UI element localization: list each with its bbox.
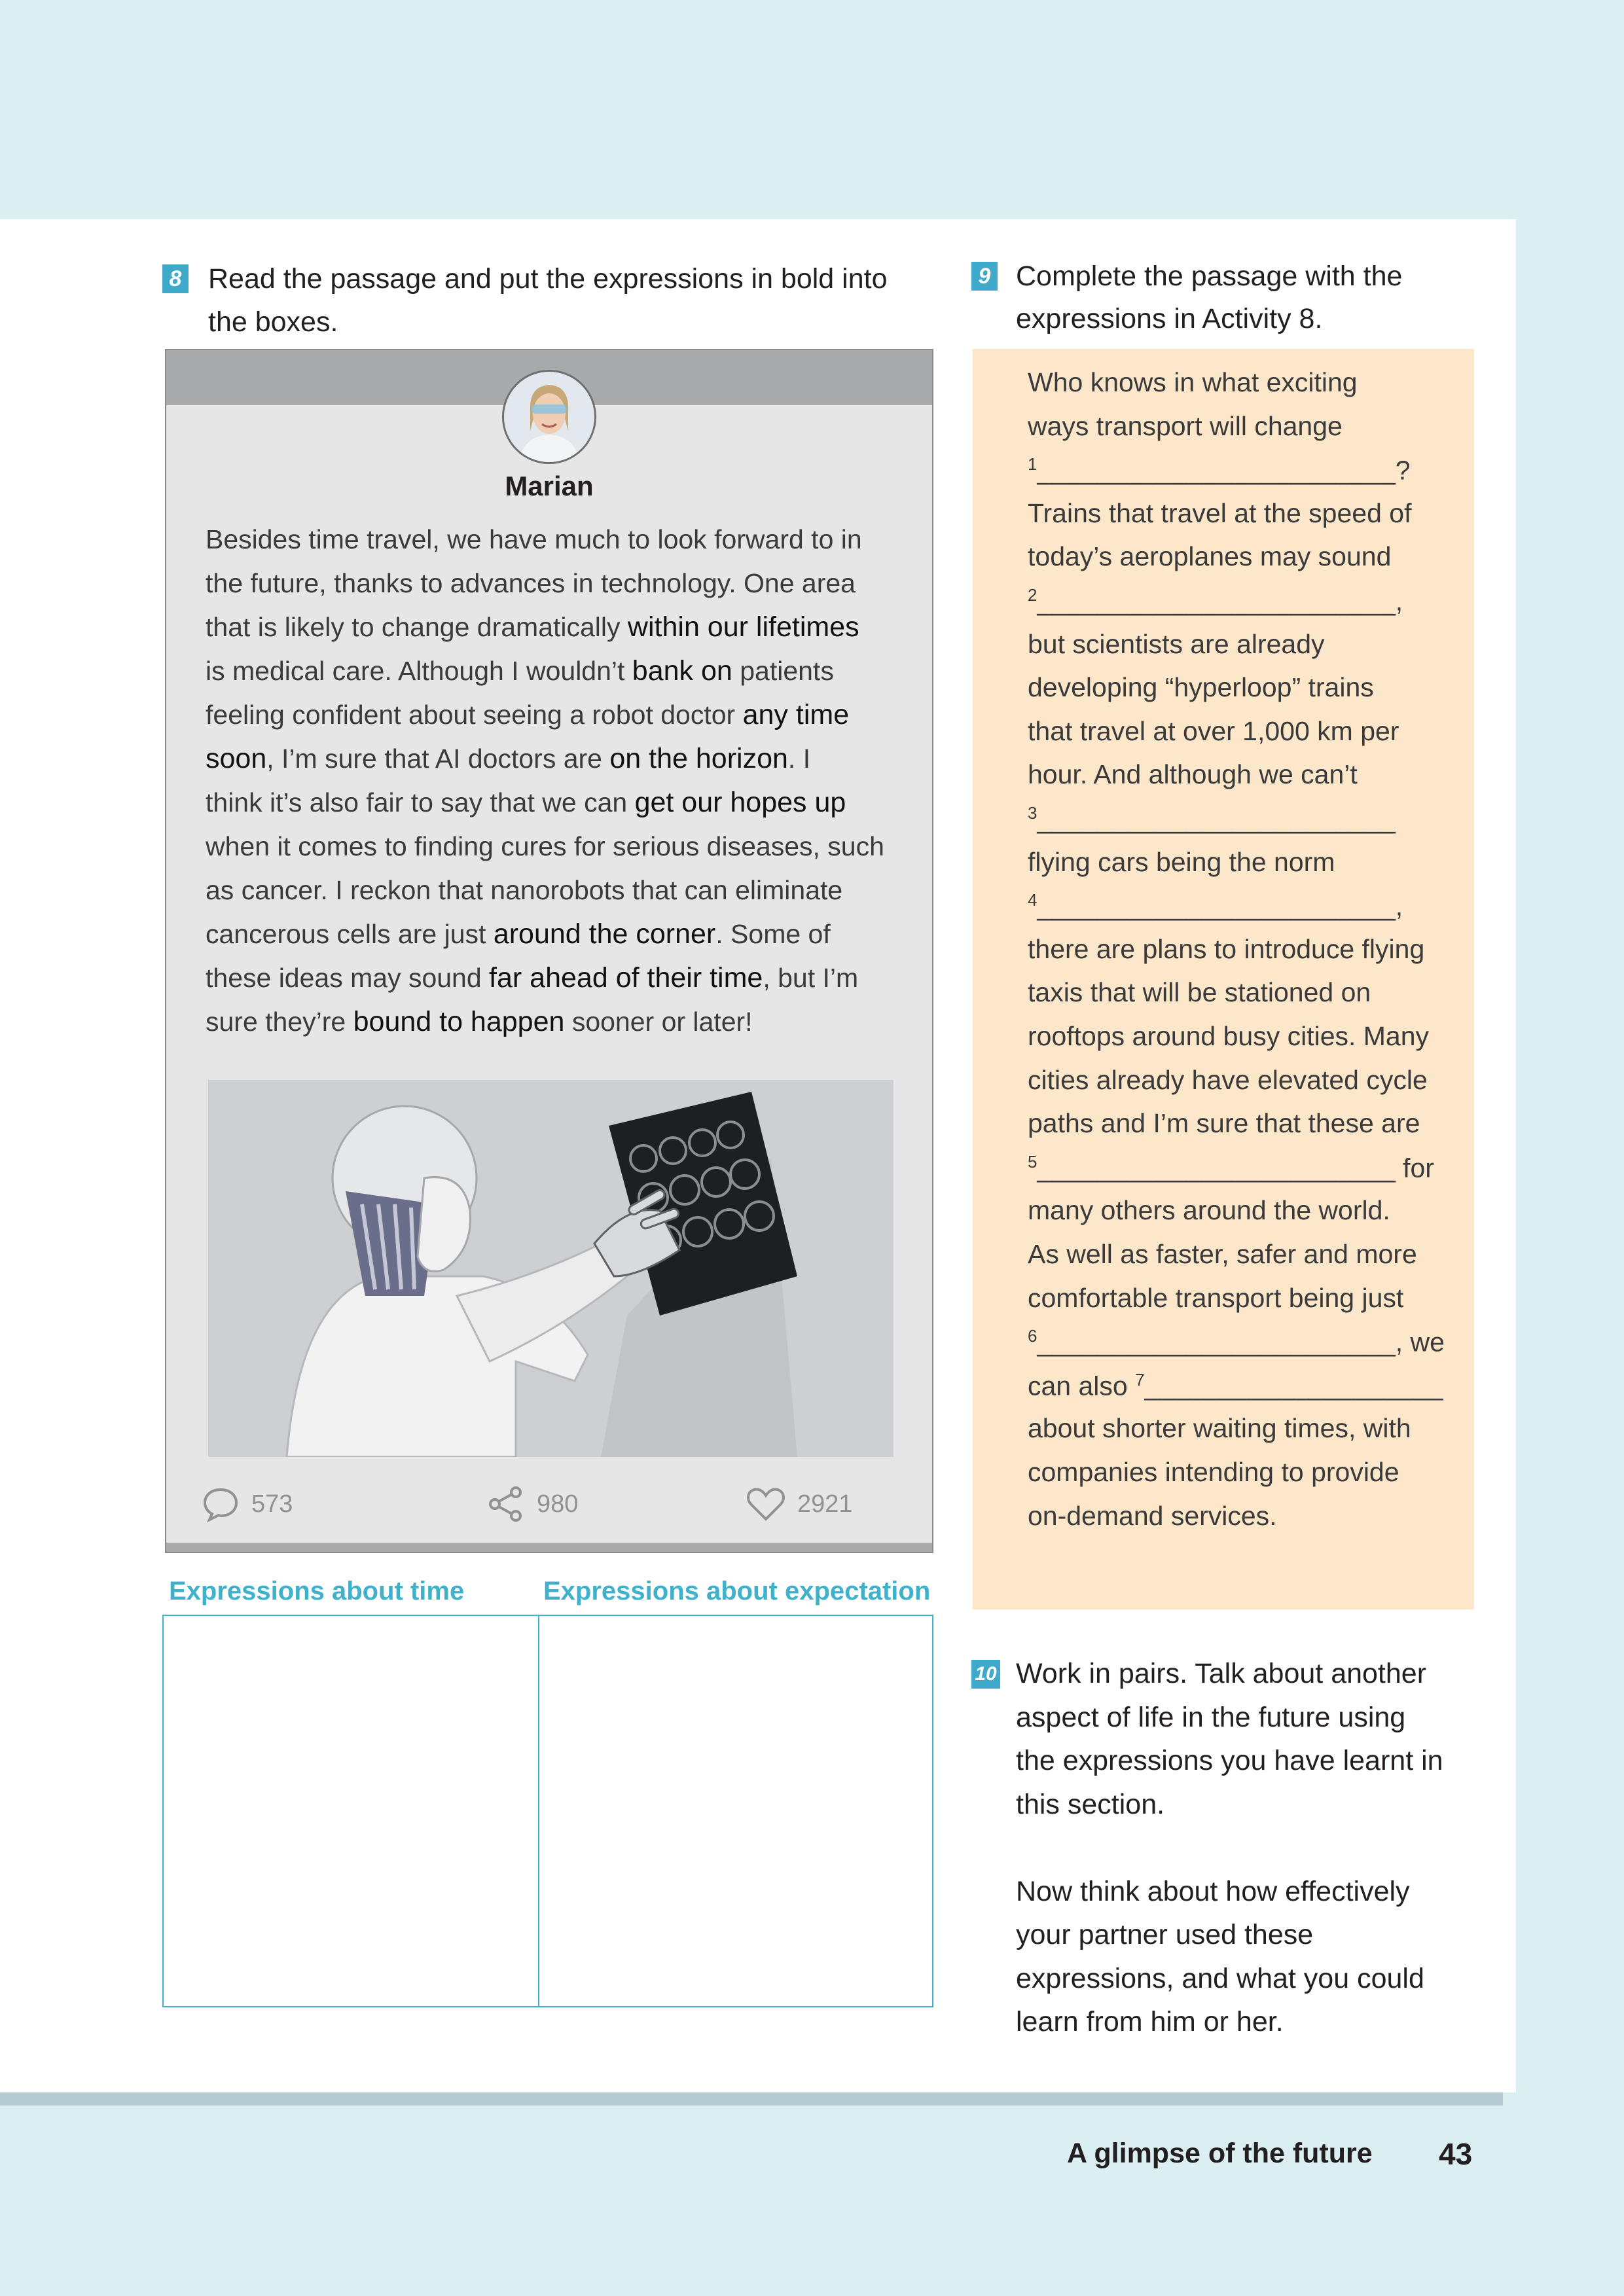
like-count[interactable] (746, 1484, 853, 1524)
cloze-blank-line[interactable] (1028, 890, 1403, 922)
section-title: A glimpse of the future (1067, 2138, 1373, 2169)
comment-count-value: 573 (251, 1490, 293, 1518)
passage-line (206, 605, 906, 649)
cloze-text: developing “hyperloop” trains (1028, 672, 1374, 703)
comment-count[interactable] (202, 1484, 293, 1524)
cloze-line (1028, 367, 1358, 398)
passage-text: feeling confident about seeing a robot doctor (206, 700, 743, 730)
activity-9-instruction-2: expressions in Activity 8. (1016, 303, 1323, 334)
activity-10-line: expressions, and what you could (1016, 1962, 1424, 1994)
post-passage (206, 518, 906, 1044)
activity-10-line: your partner used these (1016, 1919, 1314, 1950)
activity-10-line: Now think about how effectively (1016, 1875, 1410, 1907)
robot-doctor-image (208, 1080, 893, 1457)
activity-8-instruction-1: Read the passage and put the expressions in bold into (208, 263, 888, 295)
page-number: 43 (1439, 2137, 1473, 2171)
bold-expression: around the corner (493, 918, 716, 950)
activity-10-badge: 10 (971, 1660, 1000, 1689)
bold-expression: soon (206, 743, 267, 774)
share-icon (487, 1485, 525, 1523)
cloze-line (1028, 541, 1391, 572)
cloze-text: ____________________ (1144, 1371, 1443, 1401)
cloze-text: ________________________, we (1037, 1327, 1445, 1357)
passage-line (206, 781, 906, 825)
cloze-line (1028, 977, 1371, 1008)
blank-number: 1 (1028, 454, 1038, 475)
passage-text: . Some of (715, 919, 831, 949)
passage-text: . I (787, 744, 811, 774)
cloze-text: today’s aeroplanes may sound (1028, 541, 1392, 572)
cloze-text: taxis that will be stationed on (1028, 977, 1371, 1008)
activity-8-instruction-2: the boxes. (208, 306, 338, 338)
blank-number: 5 (1028, 1151, 1038, 1172)
passage-text: is medical care. Although I wouldn’t (206, 656, 632, 686)
cloze-text: ways transport will change (1028, 410, 1343, 441)
passage-text: , but I’m (763, 963, 859, 993)
cloze-text: ________________________? (1037, 455, 1411, 486)
expectation-expressions-heading: Expressions about expectation (543, 1577, 931, 1605)
cloze-text: paths and I’m sure that these are (1028, 1108, 1420, 1139)
blank-number: 3 (1028, 803, 1038, 823)
cloze-blank-line[interactable] (1028, 1326, 1445, 1358)
cloze-line (1028, 1283, 1403, 1314)
bold-expression: far ahead of their time (489, 962, 763, 994)
cloze-text: comfortable transport being just (1028, 1282, 1404, 1313)
time-expressions-box[interactable] (164, 1616, 538, 2006)
cloze-line (1028, 934, 1424, 965)
cloze-line (1028, 498, 1411, 529)
cloze-text: many others around the world. (1028, 1195, 1390, 1226)
passage-line (206, 869, 906, 912)
cloze-text: flying cars being the norm (1028, 846, 1335, 877)
cloze-line (1028, 411, 1343, 442)
bold-expression: on the horizon (609, 743, 788, 774)
passage-line (206, 693, 906, 737)
footer-rule (0, 2092, 1503, 2106)
cloze-blank-line[interactable] (1028, 1152, 1434, 1184)
share-count-value: 980 (537, 1490, 579, 1518)
cloze-text: but scientists are already (1028, 628, 1325, 659)
passage-line (206, 825, 906, 869)
activity-10-line: aspect of life in the future using (1016, 1701, 1406, 1733)
cloze-line (1028, 759, 1358, 790)
cloze-text: As well as faster, safer and more (1028, 1239, 1417, 1269)
passage-line (206, 912, 906, 956)
cloze-text: rooftops around busy cities. Many (1028, 1021, 1430, 1051)
cloze-blank-line[interactable] (1028, 585, 1403, 617)
cloze-text: Who knows in what exciting (1028, 367, 1358, 397)
activity-10-line: learn from him or her. (1016, 2006, 1284, 2037)
cloze-line (1028, 1195, 1390, 1226)
social-post-card (165, 349, 933, 1553)
activity-9-instruction-1: Complete the passage with the (1016, 260, 1403, 292)
cloze-text: there are plans to introduce flying (1028, 933, 1425, 964)
cloze-line (1028, 1457, 1399, 1488)
activity-8-badge: 8 (162, 264, 189, 293)
cloze-text: ________________________ (1037, 804, 1396, 834)
cloze-line (1028, 1108, 1420, 1139)
passage-text: these ideas may sound (206, 963, 490, 993)
passage-text: the future, thanks to advances in technology. One area (206, 568, 856, 598)
passage-line (206, 518, 906, 562)
activity-10-line: Work in pairs. Talk about another (1016, 1658, 1427, 1689)
passage-text: cancerous cells are just (206, 919, 494, 949)
bold-expression: within our lifetimes (627, 611, 859, 643)
passage-text: when it comes to finding cures for serious diseases, such (206, 831, 884, 861)
activity-10-line: this section. (1016, 1788, 1165, 1820)
share-count[interactable] (487, 1484, 578, 1524)
activity-9-badge: 9 (971, 262, 998, 291)
activity-10-line: the expressions you have learnt in (1016, 1745, 1443, 1776)
passage-text: patients (732, 656, 834, 686)
bold-expression: bank on (632, 655, 732, 687)
bold-expression: bound to happen (353, 1006, 565, 1037)
expressions-table (162, 1615, 933, 2007)
bold-expression: get our hopes up (634, 787, 846, 818)
cloze-text: companies intending to provide (1028, 1457, 1399, 1487)
passage-text: as cancer. I reckon that nanorobots that can eliminate (206, 875, 843, 905)
comment-icon (202, 1486, 240, 1522)
cloze-text: cities already have elevated cycle (1028, 1064, 1428, 1095)
like-count-value: 2921 (797, 1490, 853, 1518)
time-expressions-heading: Expressions about time (169, 1577, 465, 1605)
passage-line (206, 1000, 906, 1044)
cloze-text: on-demand services. (1028, 1500, 1277, 1531)
cloze-line (1028, 1501, 1277, 1532)
cloze-text: ________________________, (1037, 891, 1403, 922)
cloze-line (1028, 1239, 1417, 1270)
cloze-text: ________________________, (1037, 586, 1403, 617)
cloze-text: about shorter waiting times, with (1028, 1413, 1411, 1444)
cloze-line (1028, 847, 1335, 878)
cloze-line (1028, 716, 1399, 747)
bold-expression: any time (742, 699, 850, 730)
cloze-text: hour. And although we can’t (1028, 759, 1358, 790)
passage-line (206, 956, 906, 1000)
cloze-line (1028, 1065, 1428, 1096)
heart-icon (746, 1486, 785, 1522)
post-footer-bar (166, 1543, 932, 1552)
passage-text: , I’m sure that AI doctors are (266, 744, 610, 774)
cloze-passage-panel (973, 349, 1474, 1609)
cloze-blank-line[interactable] (1028, 803, 1396, 835)
post-author: Marian (505, 471, 594, 501)
blank-number: 7 (1135, 1369, 1145, 1390)
avatar (502, 370, 596, 464)
cloze-line (1028, 1413, 1411, 1444)
cloze-line (1028, 629, 1325, 660)
cloze-line (1028, 1021, 1429, 1052)
cloze-text: Trains that travel at the speed of (1028, 497, 1412, 528)
passage-text: sure they’re (206, 1007, 353, 1037)
passage-line (206, 562, 906, 605)
blank-number: 6 (1028, 1326, 1038, 1346)
expectation-expressions-box[interactable] (539, 1616, 932, 2006)
cloze-text: can also (1028, 1371, 1136, 1401)
passage-text: Besides time travel, we have much to look forward to in (206, 524, 862, 554)
passage-text: think it’s also fair to say that we can (206, 787, 635, 817)
blank-number: 4 (1028, 890, 1038, 910)
cloze-blank-line[interactable] (1028, 1370, 1443, 1402)
blank-number: 2 (1028, 585, 1038, 605)
cloze-text: ________________________ for (1037, 1153, 1434, 1183)
passage-line (206, 649, 906, 693)
cloze-blank-line[interactable] (1028, 454, 1411, 486)
cloze-text: that travel at over 1,000 km per (1028, 715, 1399, 746)
passage-line (206, 737, 906, 781)
passage-text: sooner or later! (564, 1007, 753, 1037)
passage-text: that is likely to change dramatically (206, 612, 628, 642)
cloze-line (1028, 672, 1374, 703)
